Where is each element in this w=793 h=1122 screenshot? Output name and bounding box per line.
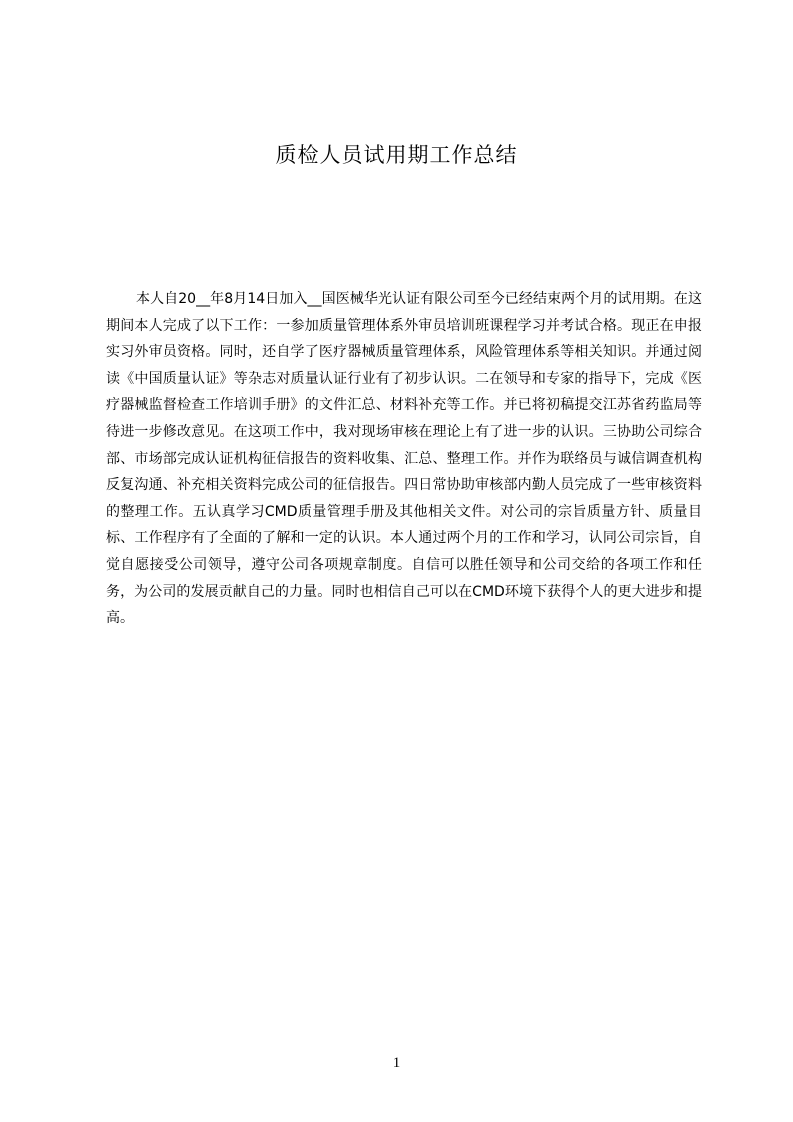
- document-title: 质检人员试用期工作总结: [275, 143, 518, 167]
- body-paragraph: 本人自20__年8月14日加入__国医械华光认证有限公司至今已经结束两个月的试用期。在这期间本人完成了以下工作：一参加质量管理体系外审员培训班课程学习并考试合格。现正在申报实习外审员资格。同时，还自学了医疗器械质量管理体系，风险管理体系等相关知识。并通过阅读《中国质量认证》等杂志对质量认证行业有了初步认识。二在领导和专家的指导下，完成《医疗器械监督检查工作培训手册》的文件汇总、材料补充等工作。并已将初稿提交江苏省药监局等待进一步修改意见。在这项工作中，我对现场审核在理论上有了进一步的认识。三协助公司综合部、市场部完成认证机构征信报告的资料收集、汇总、整理工作。并作为联络员与诚信调查机构反复沟通、补充相关资料完成公司的征信报告。四日常协助审核部内勤人员完成了一些审核资料的整理工作。五认真学习CMD质量管理手册及其他相关文件。对公司的宗旨质量方针、质量目标、工作程序有了全面的了解和一定的认识。本人通过两个月的工作和学习，认同公司宗旨，自觉自愿接受公司领导，遵守公司各项规章制度。自信可以胜任领导和公司交给的各项工作和任务，为公司的发展贡献自己的力量。同时也相信自己可以在CMD环境下获得个人的更大进步和提高。: [106, 291, 702, 627]
- page-number: 1: [392, 1055, 401, 1071]
